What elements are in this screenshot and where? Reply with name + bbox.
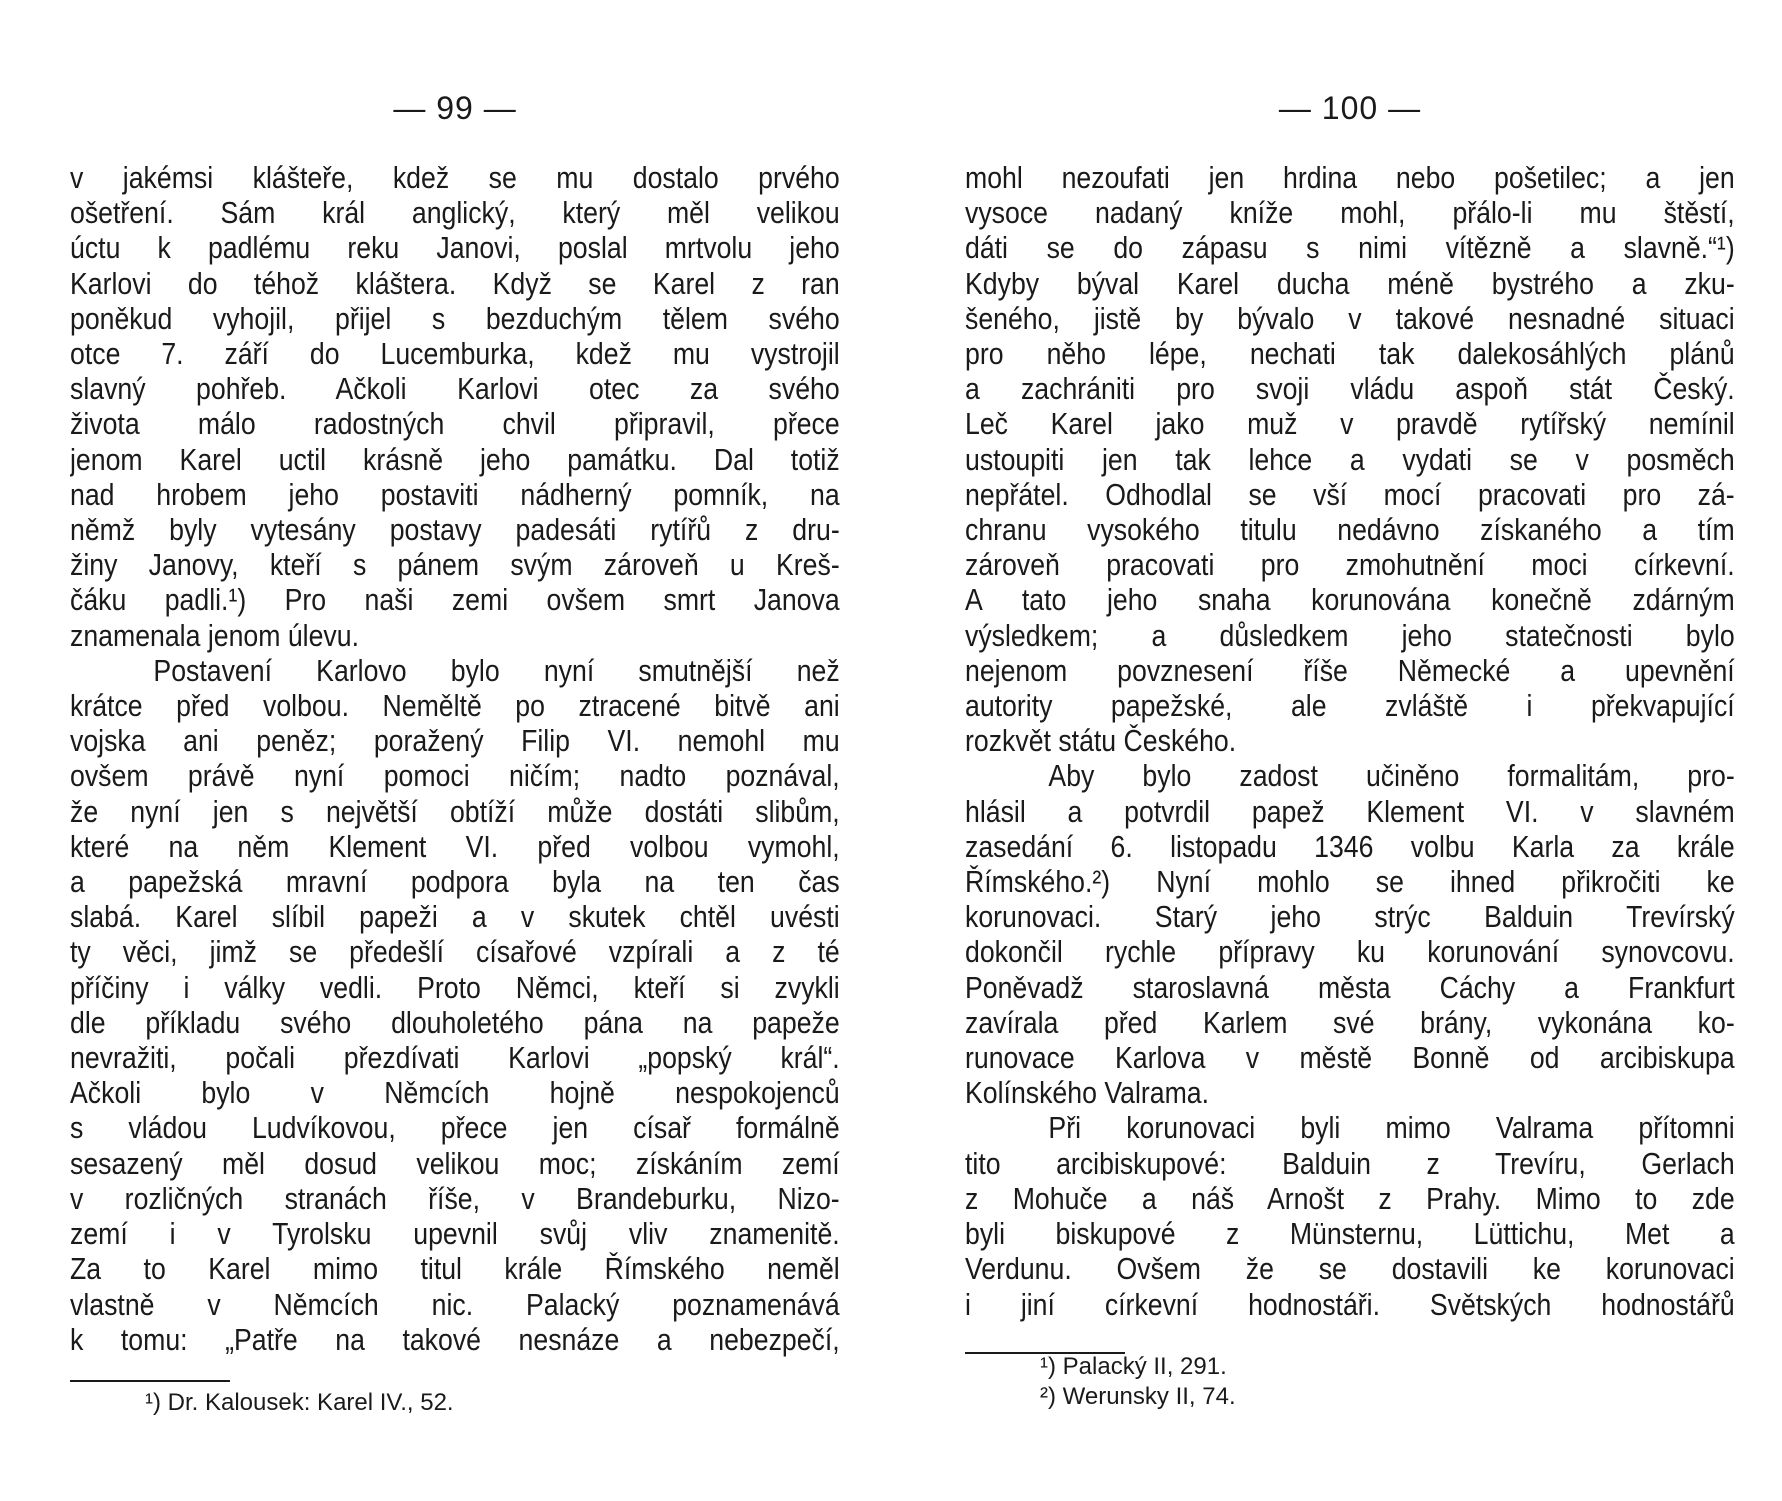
text-line: Za to Karel mimo titul krále Římského neměl [70,1251,840,1287]
footnote: ²) Werunsky II, 74. [1040,1383,1236,1410]
text-line: ustoupiti jen tak lehce a vydati se v posměch [965,441,1735,477]
right-page [965,0,1735,1501]
text-line: Ačkoli bylo v Němcích hojně nespokojenců [70,1075,840,1111]
text-line: nejenom povznesení říše Německé a upevnění [965,652,1735,688]
text-line: mohl nezoufati jen hrdina nebo pošetilec; a jen [965,160,1735,195]
left-page [70,0,840,1501]
text-line: že nyní jen s největší obtíží může dostáti slibům, [70,793,840,829]
text-line: autority papežské, ale zvláště i překvapující [965,688,1735,724]
text-line: Při korunovaci byli mimo Valrama přítomni [1048,1110,1735,1146]
text-line: v jakémsi klášteře, kdež se mu dostalo prvého [70,160,840,195]
page-number: — 99 — [393,90,517,126]
text-line: čáku padli.¹) Pro naši zemi ovšem smrt Janova [70,582,840,618]
text-line: rozkvět státu Českého. [965,723,1237,759]
text-line: úctu k padlému reku Janovi, poslal mrtvolu jeho [70,230,840,266]
text-line: runovace Karlova v městě Bonně od arcibiskupa [965,1040,1735,1076]
text-line: zároveň pracovati pro zmohutnění moci církevní. [965,547,1735,583]
text-line: dle příkladu svého dlouholetého pána na papeže [70,1004,840,1040]
text-line: z Mohuče a náš Arnošt z Prahy. Mimo to zde [965,1180,1735,1216]
text-line: žiny Janovy, kteří s pánem svým zároveň u Kreš- [70,547,840,583]
text-line: příčiny i války vedli. Proto Němci, kteří si zvykli [70,969,840,1005]
text-line: a papežská mravní podpora byla na ten čas [70,864,840,900]
text-line: tito arcibiskupové: Balduin z Trevíru, Gerlach [965,1145,1735,1181]
text-line: a zachrániti pro svoji vládu aspoň stát Český. [965,371,1735,407]
text-line: vojska ani peněz; poražený Filip VI. nemohl mu [70,723,840,759]
text-line: poněkud vyhojil, přijel s bezduchým tělem svého [70,300,840,336]
text-line: k tomu: „Patře na takové nesnáze a nebezpečí, [70,1321,840,1357]
page-number: — 100 — [1278,90,1422,126]
text-line: Aby bylo zadost učiněno formalitám, pro- [1048,758,1735,794]
text-line: Karlovi do téhož kláštera. Když se Karel z ran [70,265,840,301]
text-line: Verdunu. Ovšem že se dostavili ke korunovaci [965,1251,1735,1287]
text-line: pro něho lépe, nechati tak dalekosáhlých plánů [965,336,1735,372]
text-line: zemí i v Tyrolsku upevnil svůj vliv znamenitě. [70,1216,840,1252]
text-line: dáti se do zápasu s nimi vítězně a slavně.“¹) [965,230,1735,266]
text-line: chranu vysokého titulu nedávno získaného a tím [965,512,1735,548]
footnotes [1040,1352,1236,1412]
footnote: ¹) Dr. Kalousek: Karel IV., 52. [145,1389,454,1416]
text-line: otce 7. září do Lucemburka, kdež mu vystrojil [70,336,840,372]
text-line: němž byly vytesány postavy padesáti rytířů z dru- [70,512,840,548]
footnotes [145,1388,454,1418]
text-line: ty věci, jimž se předešlí císařové vzpírali a z té [70,934,840,970]
text-line: A tato jeho snaha korunována konečně zdárným [965,582,1735,618]
text-line: jenom Karel uctil krásně jeho památku. Dal totiž [70,441,840,477]
footnote: ¹) Palacký II, 291. [1040,1353,1227,1380]
text-line: které na něm Klement VI. před volbou vymohl, [70,828,840,864]
text-line: s vládou Ludvíkovou, přece jen císař formálně [70,1110,840,1146]
text-line: výsledkem; a důsledkem jeho statečnosti bylo [965,617,1735,653]
body-text [965,160,1735,1322]
text-line: vysoce nadaný kníže mohl, přálo-li mu štěstí, [965,195,1735,231]
text-line: nevražiti, počali přezdívati Karlovi „popský král“. [70,1040,840,1076]
text-line: Kolínského Valrama. [965,1075,1210,1111]
text-line: Postavení Karlovo bylo nyní smutnější než [153,652,840,688]
text-line: ovšem právě nyní pomoci ničím; nadto poznával, [70,758,840,794]
text-line: Leč Karel jako muž v pravdě rytířský nemínil [965,406,1735,442]
text-line: slabá. Karel slíbil papeži a v skutek chtěl uvésti [70,899,840,935]
footnote-divider [70,1380,230,1382]
text-line: Římského.²) Nyní mohlo se ihned přikročiti ke [965,864,1735,900]
text-line: v rozličných stranách říše, v Brandeburku, Nizo- [70,1180,840,1216]
text-line: znamenala jenom úlevu. [70,617,360,653]
text-line: slavný pohřeb. Ačkoli Karlovi otec za svého [70,371,840,407]
text-line: vlastně v Němcích nic. Palacký poznamenává [70,1286,840,1322]
text-line: i jiní církevní hodnostáři. Světských hodnostářů [965,1286,1735,1322]
text-line: ošetření. Sám král anglický, který měl velikou [70,195,840,231]
body-text [70,160,840,1357]
text-line: dokončil rychle přípravy ku korunování synovcovu. [965,934,1735,970]
text-line: zavírala před Karlem své brány, vykonána ko- [965,1004,1735,1040]
text-line: Poněvadž staroslavná města Cáchy a Frankfurt [965,969,1735,1005]
text-line: Kdyby býval Karel ducha méně bystrého a zku- [965,265,1735,301]
text-line: zasedání 6. listopadu 1346 volbu Karla za krále [965,828,1735,864]
text-line: byli biskupové z Münsternu, Lüttichu, Met a [965,1216,1735,1252]
text-line: nepřátel. Odhodlal se vší mocí pracovati pro zá- [965,476,1735,512]
text-line: korunovaci. Starý jeho strýc Balduin Trevírský [965,899,1735,935]
text-line: hlásil a potvrdil papež Klement VI. v slavném [965,793,1735,829]
text-line: nad hrobem jeho postaviti nádherný pomník, na [70,476,840,512]
text-line: života málo radostných chvil připravil, přece [70,406,840,442]
text-line: sesazený měl dosud velikou moc; získáním zemí [70,1145,840,1181]
text-line: šeného, jistě by bývalo v takové nesnadné situaci [965,300,1735,336]
text-line: krátce před volbou. Neměltě po ztracené bitvě ani [70,688,840,724]
